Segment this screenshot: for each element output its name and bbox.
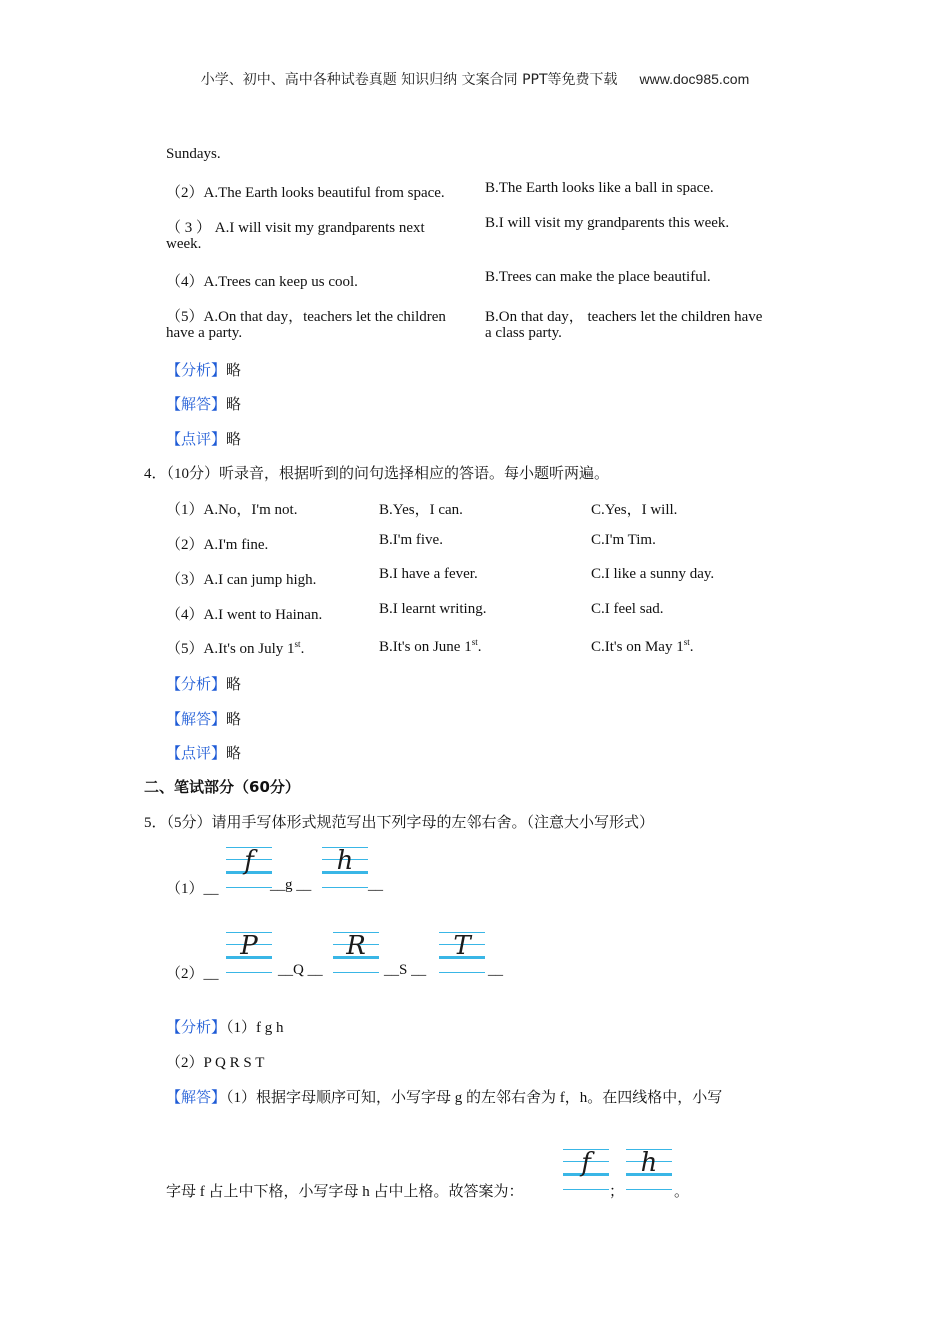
four-line-grid-T: T [439, 930, 485, 976]
q4-r2-a: （2）A.I'm fine. [166, 537, 269, 553]
q5-l2-q: __Q __ [278, 962, 323, 978]
answer-tag: 【解答】 [166, 1090, 227, 1106]
four-line-grid-answer-h: h [626, 1147, 672, 1193]
q3-item3-b: B.I will visit my grandparents this week. [485, 215, 730, 231]
q3-item5-a-line1: （5）A.On that day，teachers let the children [166, 309, 446, 325]
q4-r2-b: B.I'm five. [379, 532, 443, 548]
four-line-grid-h: h [322, 845, 368, 891]
q4-analysis: 【分析】略 [166, 677, 242, 693]
q4-comment: 【点评】略 [166, 746, 242, 762]
q4-r5-c: C.It's on May 1st. [591, 637, 694, 655]
analysis-tag: 【分析】 [166, 363, 227, 379]
q3-item3-a-line2: week. [166, 236, 202, 252]
header-site-link[interactable]: www.doc985.com [639, 71, 750, 87]
q5-answer-line1: 【解答】（1）根据字母顺序可知，小写字母 g 的左邻右舍为 f，h。在四线格中，小写 [166, 1090, 723, 1106]
q3-item4-b: B.Trees can make the place beautiful. [485, 269, 711, 285]
analysis-tag: 【分析】 [166, 1020, 227, 1036]
q5-answer-end: 。 [674, 1184, 690, 1200]
q3-item4-a: （4）A.Trees can keep us cool. [166, 274, 358, 290]
q4-r3-c: C.I like a sunny day. [591, 566, 715, 582]
q4-r2-c: C.I'm Tim. [591, 532, 656, 548]
q3-comment: 【点评】略 [166, 432, 242, 448]
q3-answer: 【解答】略 [166, 397, 242, 413]
q3-item5-b-line1: B.On that day， teachers let the children have [485, 309, 763, 325]
q4-r5-b: B.It's on June 1st. [379, 637, 482, 655]
q4-r4-c: C.I feel sad. [591, 601, 664, 617]
q5-l2-end: __ [488, 962, 503, 978]
q5-analysis-2: （2）P Q R S T [166, 1055, 265, 1071]
q3-item3-a-line1: （ 3 ） A.I will visit my grandparents next [166, 220, 425, 236]
q3-item5-b-line2: a class party. [485, 325, 562, 341]
q4-r5-a: （5）A.It's on July 1st. [166, 639, 305, 657]
q4-title: 4．（10分）听录音，根据听到的问句选择相应的答语。每小题听两遍。 [144, 466, 610, 482]
analysis-tag: 【分析】 [166, 677, 227, 693]
q5-l1-mid: __g __ [270, 877, 312, 893]
section-title: 二、笔试部分（60分） [144, 778, 300, 796]
q4-r1-a: （1）A.No，I'm not. [166, 502, 298, 518]
four-line-grid-f: f [226, 845, 272, 891]
q5-title: 5．（5分）请用手写体形式规范写出下列字母的左邻右舍。（注意大小写形式） [144, 815, 655, 831]
q4-r3-a: （3）A.I can jump high. [166, 572, 317, 588]
page-header [0, 69, 950, 89]
q3-item5-a-line2: have a party. [166, 325, 243, 341]
q5-answer-sep: ； [609, 1184, 625, 1200]
comment-tag: 【点评】 [166, 746, 227, 762]
four-line-grid-P: P [226, 930, 272, 976]
comment-tag: 【点评】 [166, 432, 227, 448]
answer-tag: 【解答】 [166, 397, 227, 413]
q5-analysis: 【分析】（1）f g h [166, 1020, 284, 1036]
q3-item2-b: B.The Earth looks like a ball in space. [485, 180, 714, 196]
q3-cont: Sundays. [166, 146, 221, 162]
answer-tag: 【解答】 [166, 712, 227, 728]
four-line-grid-answer-f: f [563, 1147, 609, 1193]
q5-l2-s: __S __ [384, 962, 427, 978]
q4-answer: 【解答】略 [166, 712, 242, 728]
four-line-grid-R: R [333, 930, 379, 976]
q4-r1-c: C.Yes，I will. [591, 502, 678, 518]
q5-l1-label: （1）__ [166, 881, 219, 897]
q4-r4-a: （4）A.I went to Hainan. [166, 607, 323, 623]
q3-analysis: 【分析】略 [166, 363, 242, 379]
q3-item2-a: （2）A.The Earth looks beautiful from space. [166, 185, 445, 201]
q5-l2-label: （2）__ [166, 966, 219, 982]
q5-answer-line2: 字母 f 占上中下格，小写字母 h 占中上格。故答案为： [166, 1184, 524, 1200]
q4-r1-b: B.Yes，I can. [379, 502, 463, 518]
q5-l1-end: __ [368, 877, 383, 893]
header-text: 小学、初中、高中各种试卷真题 知识归纳 文案合同 PPT等免费下载 [200, 72, 618, 88]
q4-r4-b: B.I learnt writing. [379, 601, 487, 617]
q4-r3-b: B.I have a fever. [379, 566, 478, 582]
